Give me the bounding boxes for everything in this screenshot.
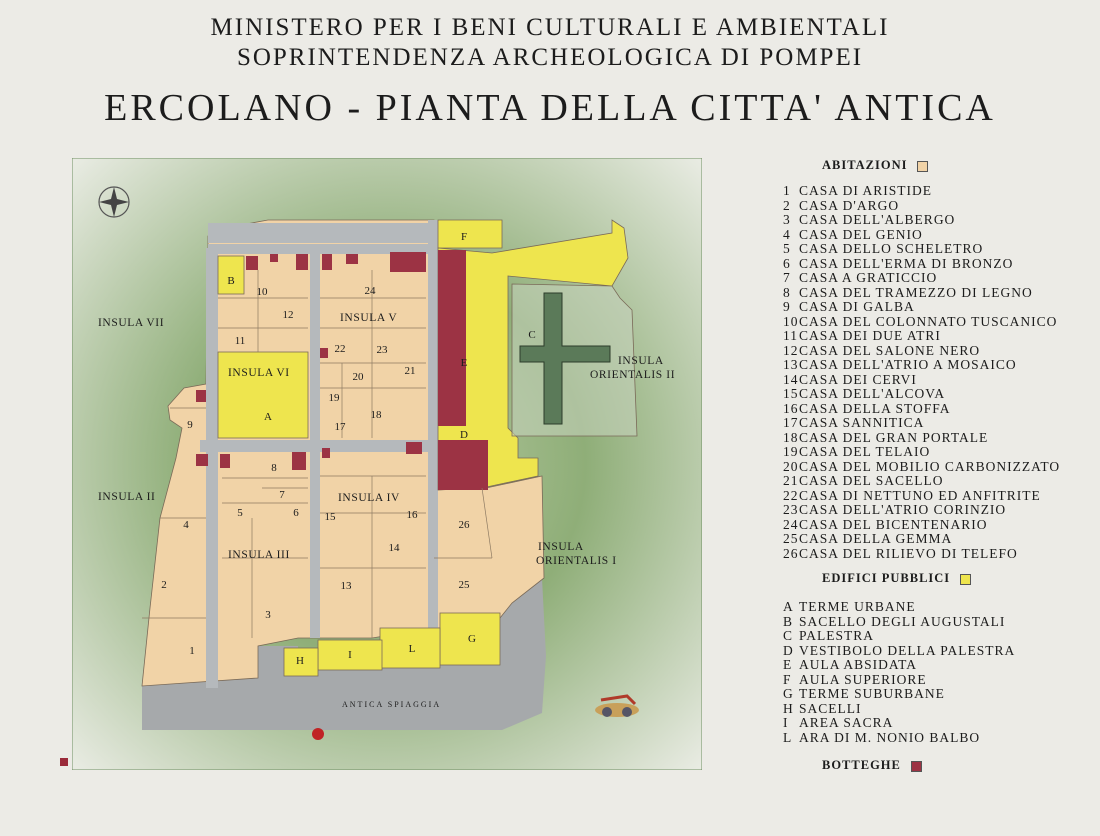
public-key: A	[783, 599, 794, 614]
shop-marker	[60, 758, 68, 766]
public-row	[783, 716, 1015, 731]
public-key: D	[783, 642, 794, 658]
public-label: SACELLO DEGLI AUGUSTALI	[799, 613, 1006, 629]
insula-vi-label: INSULA VI	[228, 367, 290, 379]
houses-row	[783, 460, 1060, 475]
plot-5: 5	[237, 507, 243, 519]
public-label: AULA ABSIDATA	[799, 657, 918, 672]
houses-label: CASA DI NETTUNO ED ANFITRITE	[799, 487, 1041, 503]
public-row	[783, 687, 1015, 702]
houses-label: CASA DEL SACELLO	[799, 473, 944, 488]
plot-16: 16	[406, 509, 418, 521]
houses-key: 26	[783, 545, 799, 561]
plot-7: 7	[279, 489, 285, 501]
houses-row	[783, 547, 1060, 562]
plot-1: 1	[189, 645, 195, 657]
plot-17: 17	[334, 421, 346, 433]
houses-row	[783, 257, 1060, 272]
public-key: L	[783, 729, 793, 745]
legend-houses-heading: ABITAZIONI	[822, 158, 928, 173]
city-map	[72, 158, 702, 770]
houses-label: CASA DEL SALONE NERO	[799, 342, 981, 358]
public-label: TERME URBANE	[799, 599, 916, 614]
houses-label: CASA DELL'ATRIO CORINZIO	[799, 502, 1007, 517]
houses-key: 17	[783, 415, 799, 430]
houses-label: CASA A GRATICCIO	[799, 270, 938, 285]
legend-shops-heading: BOTTEGHE	[822, 758, 922, 773]
header-ministry: MINISTERO PER I BENI CULTURALI E AMBIENTALI	[210, 14, 890, 41]
public-label: SACELLI	[799, 700, 862, 716]
houses-label: CASA DI ARISTIDE	[799, 183, 933, 198]
houses-key: 3	[783, 212, 791, 227]
insula-orientalis-ii-label-1: INSULA	[618, 355, 664, 367]
houses-label: CASA DEI CERVI	[799, 371, 917, 387]
plot-9: 9	[187, 419, 193, 431]
letter-c: C	[528, 329, 536, 341]
houses-row	[783, 242, 1060, 257]
houses-row	[783, 184, 1060, 199]
houses-label: CASA DELL'ALCOVA	[799, 386, 946, 401]
public-key: I	[783, 715, 789, 730]
plot-25: 25	[458, 579, 470, 591]
plot-6: 6	[293, 507, 299, 519]
compass-rose-icon	[99, 187, 129, 217]
houses-key: 22	[783, 487, 799, 503]
houses-label: CASA DEL GENIO	[799, 226, 923, 242]
houses-row	[783, 387, 1060, 402]
houses-row	[783, 286, 1060, 301]
plot-23: 23	[376, 344, 388, 356]
plot-3: 3	[265, 609, 271, 621]
houses-label: CASA DEL TELAIO	[799, 444, 931, 459]
letter-d: D	[460, 429, 468, 441]
houses-row	[783, 329, 1060, 344]
houses-key: 7	[783, 270, 791, 285]
plot-26: 26	[458, 519, 470, 531]
public-key: G	[783, 686, 794, 701]
public-label: ARA DI M. NONIO BALBO	[799, 729, 981, 745]
public-label: AREA SACRA	[799, 715, 894, 730]
houses-key: 6	[783, 255, 791, 271]
houses-row	[783, 474, 1060, 489]
legend-houses-list	[783, 184, 1060, 561]
header-soprintendenza: SOPRINTENDENZA ARCHEOLOGICA DI POMPEI	[236, 44, 864, 71]
houses-label: CASA DELL'ERMA DI BRONZO	[799, 255, 1014, 271]
plot-24: 24	[364, 285, 376, 297]
insula-v-label: INSULA V	[340, 312, 398, 324]
insula-orientalis-i-label-2: ORIENTALIS I	[536, 555, 617, 567]
legend-red-dot	[312, 728, 324, 740]
public-row	[783, 658, 1015, 673]
plot-4: 4	[183, 519, 189, 531]
plot-8: 8	[271, 462, 277, 474]
houses-key: 14	[783, 371, 799, 387]
houses-key: 5	[783, 241, 791, 256]
houses-row	[783, 503, 1060, 518]
houses-row	[783, 416, 1060, 431]
insula-vii-label: INSULA VII	[98, 317, 165, 329]
page-title: ERCOLANO - PIANTA DELLA CITTA' ANTICA	[104, 87, 996, 129]
houses-label: CASA DEI DUE ATRI	[799, 328, 941, 343]
houses-row	[783, 300, 1060, 315]
houses-key: 10	[783, 313, 799, 329]
houses-row	[783, 344, 1060, 359]
public-row	[783, 644, 1015, 659]
insula-ii-label: INSULA II	[98, 491, 156, 503]
houses-label: CASA DELLO SCHELETRO	[799, 241, 984, 256]
letter-l: L	[408, 643, 416, 655]
plot-12: 12	[282, 309, 294, 321]
beach-label: ANTICA SPIAGGIA	[342, 700, 442, 709]
houses-label: CASA DEL COLONNATO TUSCANICO	[799, 313, 1058, 329]
building-a	[218, 352, 308, 438]
houses-row	[783, 445, 1060, 460]
plot-19: 19	[328, 392, 340, 404]
public-row	[783, 731, 1015, 746]
public-row	[783, 673, 1015, 688]
houses-key: 23	[783, 502, 799, 517]
public-key: B	[783, 613, 794, 629]
letter-f: F	[460, 231, 468, 243]
houses-label: CASA DEL MOBILIO CARBONIZZATO	[799, 458, 1061, 474]
public-swatch	[960, 574, 971, 585]
houses-label: CASA DI GALBA	[799, 299, 915, 314]
houses-key: 20	[783, 458, 799, 474]
plot-14: 14	[388, 542, 400, 554]
houses-label: CASA DEL GRAN PORTALE	[799, 429, 989, 445]
insula-orientalis-ii-label-2: ORIENTALIS II	[590, 369, 676, 381]
houses-key: 11	[783, 328, 798, 343]
plot-20: 20	[352, 371, 364, 383]
public-key: E	[783, 657, 793, 672]
houses-label: CASA DELLA STOFFA	[799, 400, 951, 416]
public-key: H	[783, 700, 794, 716]
letter-g: G	[468, 633, 476, 645]
houses-row	[783, 532, 1060, 547]
houses-row	[783, 315, 1060, 330]
public-row	[783, 600, 1015, 615]
houses-label: CASA DELL'ALBERGO	[799, 212, 956, 227]
plot-15: 15	[324, 511, 336, 523]
letter-a: A	[264, 411, 272, 423]
houses-row	[783, 199, 1060, 214]
public-row	[783, 702, 1015, 717]
houses-key: 2	[783, 197, 791, 213]
houses-key: 19	[783, 444, 799, 459]
houses-label: CASA DEL BICENTENARIO	[799, 516, 988, 532]
houses-row	[783, 489, 1060, 504]
plot-11: 11	[234, 335, 246, 347]
plot-10: 10	[256, 286, 268, 298]
houses-row	[783, 228, 1060, 243]
public-label: VESTIBOLO DELLA PALESTRA	[799, 642, 1016, 658]
houses-label: CASA DELL'ATRIO A MOSAICO	[799, 357, 1017, 372]
houses-key: 12	[783, 342, 799, 358]
houses-key: 16	[783, 400, 799, 416]
houses-label: CASA D'ARGO	[799, 197, 900, 213]
building-f	[438, 220, 502, 248]
legend-public-heading: EDIFICI PUBBLICI	[822, 571, 971, 586]
public-label: AULA SUPERIORE	[799, 671, 927, 687]
letter-b: B	[227, 275, 235, 287]
insula-iii-label: INSULA III	[228, 549, 290, 561]
houses-swatch	[917, 161, 928, 172]
houses-key: 8	[783, 284, 791, 300]
public-key: F	[783, 671, 792, 687]
houses-label: CASA DEL TRAMEZZO DI LEGNO	[799, 284, 1033, 300]
houses-label: CASA DELLA GEMMA	[799, 531, 953, 546]
plot-22: 22	[334, 343, 346, 355]
houses-row	[783, 358, 1060, 373]
shops-swatch	[911, 761, 922, 772]
public-label: PALESTRA	[799, 628, 875, 643]
houses-key: 9	[783, 299, 791, 314]
plot-18: 18	[370, 409, 382, 421]
public-row	[783, 615, 1015, 630]
houses-key: 24	[783, 516, 799, 532]
letter-i: I	[348, 649, 352, 661]
houses-key: 13	[783, 357, 799, 372]
plot-13: 13	[340, 580, 352, 592]
houses-label: CASA DEL RILIEVO DI TELEFO	[799, 545, 1018, 561]
houses-key: 1	[783, 183, 791, 198]
legend-public-list	[783, 600, 1015, 745]
houses-row	[783, 431, 1060, 446]
houses-row	[783, 402, 1060, 417]
houses-label: CASA SANNITICA	[799, 415, 925, 430]
public-label: TERME SUBURBANE	[799, 686, 945, 701]
insula-orientalis-i-label-1: INSULA	[538, 541, 584, 553]
public-key: C	[783, 628, 794, 643]
public-row	[783, 629, 1015, 644]
houses-key: 18	[783, 429, 799, 445]
insula-iv-label: INSULA IV	[338, 492, 400, 504]
houses-row	[783, 213, 1060, 228]
plot-21: 21	[404, 365, 416, 377]
houses-key: 4	[783, 226, 791, 242]
houses-row	[783, 518, 1060, 533]
houses-key: 21	[783, 473, 799, 488]
houses-row	[783, 271, 1060, 286]
houses-key: 15	[783, 386, 799, 401]
houses-row	[783, 373, 1060, 388]
letter-h: H	[296, 655, 304, 667]
letter-e: E	[460, 357, 468, 369]
houses-key: 25	[783, 531, 799, 546]
plot-2: 2	[161, 579, 167, 591]
